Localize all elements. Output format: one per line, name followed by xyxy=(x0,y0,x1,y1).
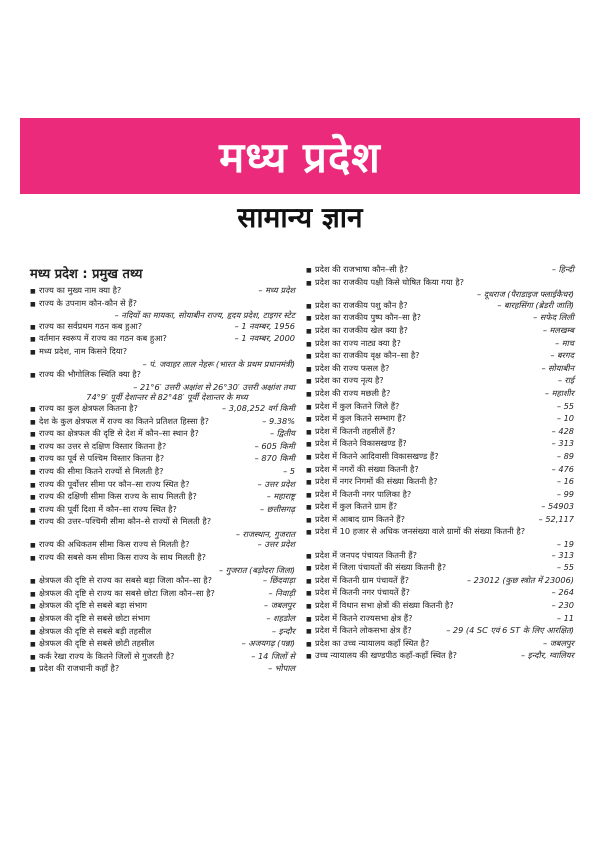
list-item xyxy=(30,346,295,369)
list-item xyxy=(306,464,574,477)
answer-text: – 1 नवम्बर, 2000 xyxy=(234,333,295,344)
answer-text: – 55 xyxy=(556,562,574,573)
list-item xyxy=(306,277,574,300)
question-text: प्रदेश में आबाद ग्राम कितने हैं? xyxy=(315,513,405,524)
bullet-icon: ■ xyxy=(30,653,36,661)
bullet-icon: ■ xyxy=(306,590,312,598)
bullet-icon: ■ xyxy=(306,615,312,623)
question-text: प्रदेश का राज्य नाट्य क्या है? xyxy=(315,337,401,348)
bullet-icon: ■ xyxy=(306,267,312,274)
answer-text: – इन्दौर xyxy=(271,625,295,636)
question-text: क्षेत्रफल की दृष्टि से सबसे बड़ी तहसील xyxy=(39,625,152,636)
bullet-icon: ■ xyxy=(306,628,312,636)
answer-text: – द्वितीय xyxy=(269,428,295,439)
question-text: राज्य की सबसे कम सीमा किस राज्य के साथ मिलती है? xyxy=(39,552,207,563)
bullet-icon: ■ xyxy=(306,453,312,461)
bullet-icon: ■ xyxy=(306,327,312,335)
answer-text: – बारहसिंगा (ब्रेडरी जाति) xyxy=(497,299,574,310)
right-column xyxy=(306,264,574,663)
list-item xyxy=(306,562,574,575)
bullet-icon: ■ xyxy=(306,302,312,310)
bullet-icon: ■ xyxy=(30,578,36,586)
answer-text: – 313 xyxy=(551,438,574,449)
list-item xyxy=(30,539,295,552)
question-text: देश के कुल क्षेत्रफल में राज्य का कितने प्रतिशत हिस्सा है? xyxy=(39,415,209,426)
bullet-icon: ■ xyxy=(306,428,312,436)
list-item xyxy=(306,388,574,401)
list-item xyxy=(30,453,295,466)
answer-text: – 264 xyxy=(551,587,574,598)
bullet-icon: ■ xyxy=(306,640,312,648)
list-item xyxy=(306,264,574,277)
list-item xyxy=(30,600,295,613)
answer-text: – गुजरात (बड़ोदरा जिला) xyxy=(219,564,295,575)
question-text: प्रदेश का राजकीय पक्षी किसे घोषित किया गया है? xyxy=(315,276,465,287)
answer-text: – मलखम्ब xyxy=(542,324,574,335)
page-title: मध्य प्रदेश xyxy=(219,132,381,182)
bullet-icon: ■ xyxy=(30,666,36,674)
question-text: मध्य प्रदेश, नाम किसने दिया? xyxy=(39,345,128,356)
answer-text: – भोपाल xyxy=(268,663,295,674)
list-item xyxy=(30,663,295,676)
left-item-list xyxy=(30,285,295,676)
question-text: राज्य का क्षेत्रफल की दृष्टि से देश में कौन–सा स्थान है? xyxy=(39,428,199,439)
answer-text: – जबलपुर xyxy=(543,637,574,648)
question-text: प्रदेश में जिला पंचायतों की संख्या कितनी है? xyxy=(315,562,447,573)
answer-text: – जबलपुर xyxy=(264,600,295,611)
bullet-icon: ■ xyxy=(306,390,312,398)
answer-text: – 14 जिलों से xyxy=(251,650,295,661)
list-item xyxy=(306,451,574,464)
question-text: क्षेत्रफल की दृष्टि से राज्य का सबसे छोटा जिला कौन–सा है? xyxy=(39,587,215,598)
answer-text: – इन्दौर, ग्वालियर xyxy=(520,650,574,661)
answer-text: – 54903 xyxy=(541,501,574,512)
bullet-icon: ■ xyxy=(30,300,36,308)
bullet-icon: ■ xyxy=(30,288,36,295)
answer-text: – 3,08,252 वर्ग किमी xyxy=(222,402,295,413)
answer-text: – बरगद xyxy=(550,350,574,361)
bullet-icon: ■ xyxy=(306,441,312,449)
answer-text: – 230 xyxy=(551,600,574,611)
question-text: प्रदेश में कितनी तहसीलें हैं? xyxy=(315,425,396,436)
answer-text: – मध्य प्रदेश xyxy=(258,285,295,295)
list-item xyxy=(30,285,295,298)
answer-text: – 476 xyxy=(551,463,574,474)
answer-text: – 605 किमी xyxy=(254,440,295,451)
question-text: राज्य का पूर्व से पश्चिम विस्तार कितना है? xyxy=(39,453,165,464)
answer-text: – नदियों का मायका, सोयाबीन राज्य, हृदय प्रदेश, टाइगर स्टेट xyxy=(114,310,295,321)
list-item xyxy=(306,613,574,626)
question-text: कर्क रेखा राज्य के कितने जिलों से गुजरती है? xyxy=(39,650,175,661)
answer-text: – 21°6′ उत्तरी अक्षांश से 26°30′ उत्तरी अक्षांश तथा xyxy=(133,381,295,392)
question-text: प्रदेश का राज्य नृत्य है? xyxy=(315,375,384,386)
question-text: प्रदेश का राजकीय वृक्ष कौन–सा है? xyxy=(315,350,420,361)
list-item xyxy=(30,466,295,479)
list-item xyxy=(30,613,295,626)
list-item xyxy=(306,501,574,514)
question-text: प्रदेश का उच्च न्यायालय कहाँ स्थित है? xyxy=(315,637,430,648)
question-text: प्रदेश की राजभाषा कौन–सी है? xyxy=(315,264,409,274)
list-item xyxy=(306,438,574,451)
list-item xyxy=(30,638,295,651)
question-text: क्षेत्रफल की दृष्टि से सबसे छोटा संभाग xyxy=(39,613,150,624)
question-text: प्रदेश में नगर निगमों की संख्या कितनी है? xyxy=(315,476,438,487)
list-item xyxy=(30,441,295,454)
list-item xyxy=(306,300,574,313)
answer-text: – हिन्दी xyxy=(551,264,574,274)
list-item xyxy=(30,403,295,416)
question-text: राज्य का कुल क्षेत्रफल कितना है? xyxy=(39,402,138,413)
bullet-icon: ■ xyxy=(306,577,312,585)
question-text: क्षेत्रफल की दृष्टि से सबसे बड़ा संभाग xyxy=(39,600,148,611)
question-text: प्रदेश की राज्य मछली है? xyxy=(315,387,391,398)
bullet-icon: ■ xyxy=(30,519,36,527)
answer-text: – महाशीर xyxy=(544,387,574,398)
list-item xyxy=(30,416,295,429)
right-item-list xyxy=(306,264,574,663)
list-item xyxy=(306,338,574,351)
bullet-icon: ■ xyxy=(30,603,36,611)
list-item xyxy=(306,476,574,489)
section-heading: मध्य प्रदेश : प्रमुख तथ्य xyxy=(30,267,143,282)
list-item xyxy=(306,363,574,376)
bullet-icon: ■ xyxy=(30,555,36,563)
question-text: राज्य का उत्तर से दक्षिण विस्तार कितना है? xyxy=(39,440,167,451)
answer-text: – निवाड़ी xyxy=(268,587,295,598)
answer-text: – राई xyxy=(557,375,574,386)
bullet-icon: ■ xyxy=(30,494,36,502)
list-item xyxy=(306,526,574,549)
list-item xyxy=(306,587,574,600)
answer-text: – 428 xyxy=(551,425,574,436)
bullet-icon: ■ xyxy=(30,468,36,476)
bullet-icon: ■ xyxy=(306,603,312,611)
list-item xyxy=(306,638,574,651)
question-text: प्रदेश का राजकीय पुष्प कौन–सा है? xyxy=(315,312,422,323)
list-item xyxy=(306,625,574,638)
bullet-icon: ■ xyxy=(306,315,312,323)
list-item xyxy=(306,426,574,439)
list-item xyxy=(306,325,574,338)
bullet-icon: ■ xyxy=(306,516,312,524)
bullet-icon: ■ xyxy=(30,443,36,451)
answer-text: – महाराष्ट्र xyxy=(266,491,295,502)
answer-text: – 16 xyxy=(556,476,574,487)
question-text: राज्य की दक्षिणी सीमा किस राज्य के साथ मिलती है? xyxy=(39,491,197,502)
list-item xyxy=(30,298,295,321)
answer-text: – पं. जवाहर लाल नेहरू (भारत के प्रथम प्रधानमंत्री) xyxy=(142,358,295,369)
question-text: प्रदेश में कितनी नगर पंचायतें हैं? xyxy=(315,587,410,598)
answer-text: – 9.38% xyxy=(262,415,295,426)
bullet-icon: ■ xyxy=(30,323,36,331)
list-item xyxy=(30,321,295,334)
question-text: प्रदेश में कुल कितने ग्राम हैं? xyxy=(315,501,398,512)
answer-text: – माच xyxy=(555,337,574,348)
question-text: राज्य का मुख्य नाम क्या है? xyxy=(39,285,122,295)
answer-text: – 1 नवम्बर, 1956 xyxy=(234,320,295,331)
question-text: क्षेत्रफल की दृष्टि से राज्य का सबसे बड़ा जिला कौन–सा है? xyxy=(39,575,212,586)
list-item xyxy=(306,413,574,426)
question-text: प्रदेश में कुल कितने जिले हैं? xyxy=(315,400,400,411)
bullet-icon: ■ xyxy=(30,641,36,649)
bullet-icon: ■ xyxy=(306,552,312,560)
question-text: राज्य की पूर्वोत्तर सीमा पर कौन–सा राज्य स्थित है? xyxy=(39,478,190,489)
bullet-icon: ■ xyxy=(306,403,312,411)
list-item xyxy=(30,552,295,575)
bullet-icon: ■ xyxy=(30,372,36,380)
list-item xyxy=(306,575,574,588)
question-text: प्रदेश की राज्य फसल है? xyxy=(315,362,390,373)
list-item xyxy=(306,312,574,325)
question-text: प्रदेश में कितने राज्यसभा क्षेत्र हैं? xyxy=(315,612,413,623)
title-banner xyxy=(20,118,580,194)
bullet-icon: ■ xyxy=(306,491,312,499)
answer-text: – उत्तर प्रदेश xyxy=(257,539,295,550)
question-text: राज्य की उत्तर–पश्चिमी सीमा कौन–से राज्यों से मिलती है? xyxy=(39,516,212,527)
list-item xyxy=(306,650,574,663)
bullet-icon: ■ xyxy=(306,565,312,573)
bullet-icon: ■ xyxy=(306,340,312,348)
bullet-icon: ■ xyxy=(306,529,312,537)
list-item xyxy=(30,491,295,504)
list-item xyxy=(30,428,295,441)
question-text: प्रदेश का राजकीय पशु कौन है? xyxy=(315,299,408,310)
bullet-icon: ■ xyxy=(30,542,36,550)
question-text: राज्य की पूर्वी दिशा में कौन–सा राज्य स्थित है? xyxy=(39,503,177,514)
question-text: क्षेत्रफल की दृष्टि से सबसे छोटी तहसील xyxy=(39,638,155,649)
answer-text: – 55 xyxy=(556,400,574,411)
list-item xyxy=(30,504,295,517)
bullet-icon: ■ xyxy=(30,431,36,439)
answer-text: – 52,117 xyxy=(538,513,574,524)
question-text: प्रदेश में कितने आदिवासी विकासखण्ड हैं? xyxy=(315,450,439,461)
bullet-icon: ■ xyxy=(306,466,312,474)
bullet-icon: ■ xyxy=(30,590,36,598)
list-item xyxy=(30,575,295,588)
list-item xyxy=(30,651,295,664)
list-item xyxy=(306,514,574,527)
bullet-icon: ■ xyxy=(306,353,312,361)
answer-text: – 5 xyxy=(283,465,295,476)
answer-text: – 10 xyxy=(556,413,574,424)
answer-text: – 11 xyxy=(556,612,574,623)
answer-text: – 870 किमी xyxy=(254,453,295,464)
list-item xyxy=(306,350,574,363)
question-text: प्रदेश में कुल कितने सम्भाग हैं? xyxy=(315,413,407,424)
question-text: राज्य के उपनाम कौन-कौन से हैं? xyxy=(39,297,137,308)
bullet-icon: ■ xyxy=(306,279,312,287)
answer-text: – छत्तीसगढ़ xyxy=(260,503,295,514)
answer-text: – 23012 (कुछ स्त्रोत में 23006) xyxy=(466,574,574,585)
bullet-icon: ■ xyxy=(306,479,312,487)
question-text: प्रदेश में नगरों की संख्या कितनी है? xyxy=(315,463,419,474)
bullet-icon: ■ xyxy=(30,456,36,464)
list-item xyxy=(30,333,295,346)
bullet-icon: ■ xyxy=(30,405,36,413)
answer-text: – 313 xyxy=(551,549,574,560)
answer-text: – दूधराज (पैराडाइज फ्लाईकैचर) xyxy=(477,289,574,300)
question-text: वर्तमान स्वरूप में राज्य का गठन कब हुआ? xyxy=(39,333,167,344)
answer-text: – 89 xyxy=(556,450,574,461)
bullet-icon: ■ xyxy=(306,378,312,386)
answer-text: – राजस्थान, गुजरात xyxy=(235,528,295,539)
question-text: प्रदेश का राजकीय खेल क्या है? xyxy=(315,324,408,335)
bullet-icon: ■ xyxy=(30,336,36,344)
bullet-icon: ■ xyxy=(306,504,312,512)
bullet-icon: ■ xyxy=(30,481,36,489)
bullet-icon: ■ xyxy=(306,653,312,661)
answer-text: – अजयगढ़ (पन्ना) xyxy=(241,638,295,649)
question-text: राज्य की सीमा कितने राज्यों से मिलती है? xyxy=(39,465,164,476)
list-item xyxy=(30,516,295,539)
answer-text: – सोयाबीन xyxy=(541,362,574,373)
left-column xyxy=(30,264,295,676)
question-text: प्रदेश में 10 हजार से अधिक जनसंख्या वाले ग्रामों की संख्या कितनी है? xyxy=(315,526,526,537)
bullet-icon: ■ xyxy=(30,418,36,426)
answer-text: – सफेद लिली xyxy=(533,312,574,323)
bullet-icon: ■ xyxy=(30,616,36,624)
question-text: राज्य की भौगोलिक स्थिति क्या है? xyxy=(39,369,141,380)
question-text: प्रदेश में जनपद पंचायत कितनी हैं? xyxy=(315,549,417,560)
list-item xyxy=(306,489,574,502)
answer-text: 74°9′ पूर्वी देशान्तर से 82°48′ पूर्वी देशान्तर के मध्य xyxy=(86,392,248,403)
question-text: प्रदेश की राजधानी कहाँ है? xyxy=(39,663,120,674)
list-item xyxy=(30,626,295,639)
question-text: प्रदेश में कितनी ग्राम पंचायतें हैं? xyxy=(315,574,409,585)
bullet-icon: ■ xyxy=(30,348,36,356)
list-item xyxy=(306,600,574,613)
bullet-icon: ■ xyxy=(30,506,36,514)
answer-text: – 19 xyxy=(556,539,574,550)
answer-text: – 99 xyxy=(556,488,574,499)
list-item xyxy=(306,401,574,414)
question-text: प्रदेश में कितने विकासखण्ड हैं? xyxy=(315,438,407,449)
page-subtitle: सामान्य ज्ञान xyxy=(237,201,363,234)
question-text: राज्य का सर्वप्रथम गठन कब हुआ? xyxy=(39,320,143,331)
bullet-icon: ■ xyxy=(306,365,312,373)
question-text: राज्य की अधिकतम सीमा किस राज्य से मिलती है? xyxy=(39,539,190,550)
list-item xyxy=(306,550,574,563)
answer-text: – उत्तर प्रदेश xyxy=(257,478,295,489)
list-item xyxy=(30,369,295,403)
list-item xyxy=(306,375,574,388)
list-item xyxy=(30,588,295,601)
answer-text: – शहडोल xyxy=(266,613,295,624)
bullet-icon: ■ xyxy=(306,416,312,424)
question-text: प्रदेश में विधान सभा क्षेत्रों की संख्या कितनी है? xyxy=(315,600,454,611)
bullet-icon: ■ xyxy=(30,628,36,636)
question-text: प्रदेश में कितनी नगर पालिका है? xyxy=(315,488,412,499)
question-text: प्रदेश में कितने लोकसभा क्षेत्र हैं? xyxy=(315,625,412,636)
answer-text: – छिंदवाड़ा xyxy=(262,575,295,586)
list-item xyxy=(30,479,295,492)
question-text: उच्च न्यायालय की खण्डपीठ कहाँ-कहाँ स्थित है? xyxy=(315,650,457,661)
answer-text: – 29 (4 SC एवं 6 ST के लिए आरक्षित) xyxy=(446,625,574,636)
